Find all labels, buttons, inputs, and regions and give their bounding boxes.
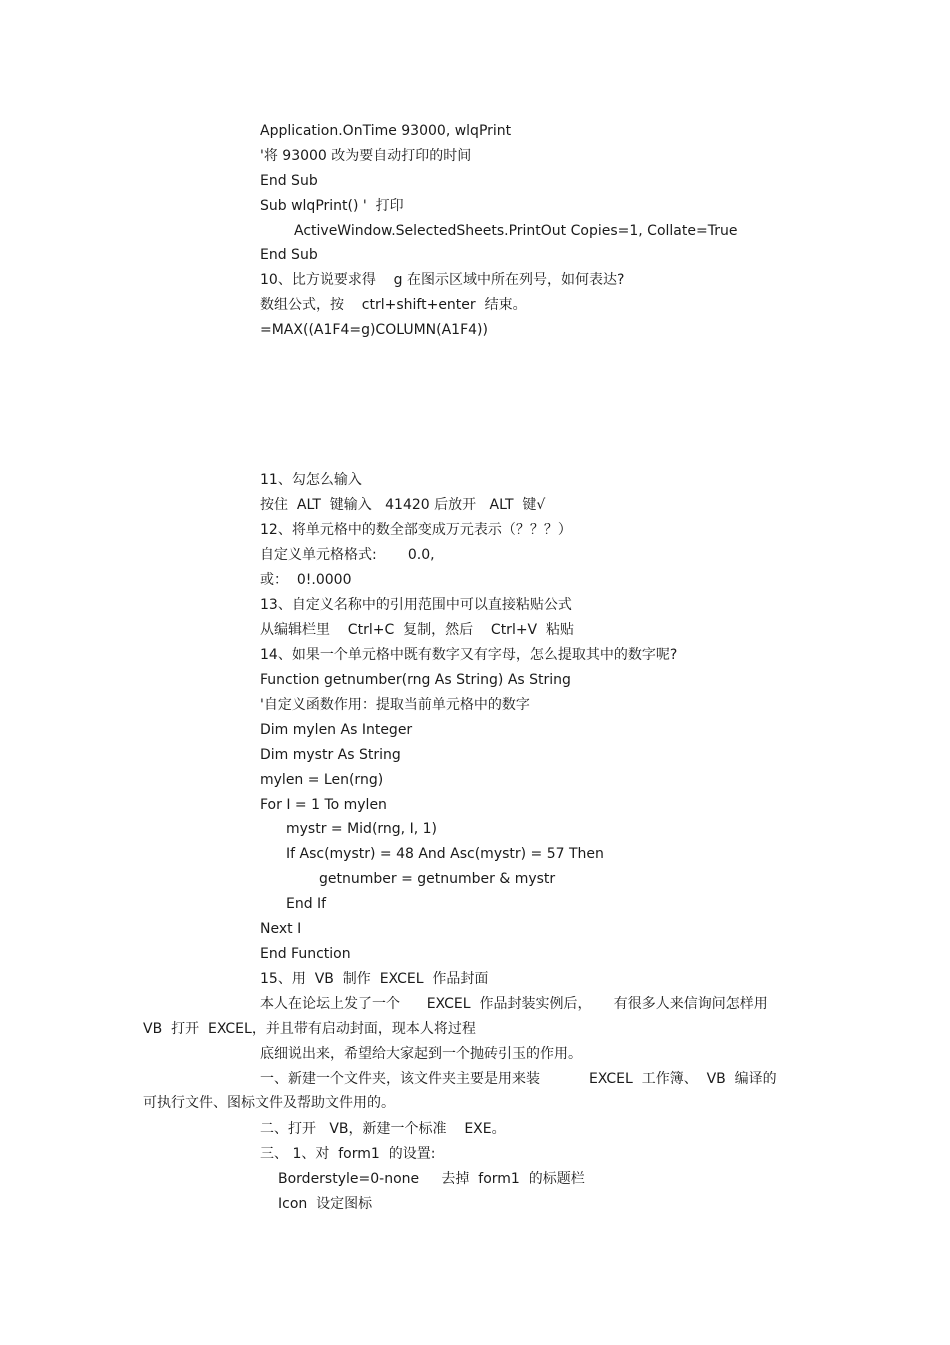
tip-10-array-formula: 数组公式，按 ctrl+shift+enter 结束。 [260,297,527,313]
tip-15-para-2: 底细说出来，希望给大家起到一个抛砖引玉的作用。 [260,1046,582,1062]
tip-15-para-1-cont: VB 打开 EXCEL，并且带有启动封面，现本人将过程 [143,1021,476,1037]
code-line-concat: getnumber = getnumber & mystr [319,871,556,887]
code-line-dim-mylen: Dim mylen As Integer [260,722,413,738]
code-line-for: For I = 1 To mylen [260,797,387,813]
code-line-mid: mystr = Mid(rng, I, 1) [286,821,437,837]
code-line-function: Function getnumber(rng As String) As String [260,672,571,688]
tip-13-body: 从编辑栏里 Ctrl+C 复制，然后 Ctrl+V 粘贴 [260,622,575,638]
code-line-printout: ActiveWindow.SelectedSheets.PrintOut Copies=1, Collate=True [294,223,738,239]
tip-13-heading: 13、自定义名称中的引用范围中可以直接粘贴公式 [260,597,572,613]
tip-10-heading: 10、比方说要求得 g 在图示区域中所在列号，如何表达? [260,272,625,288]
code-line-next: Next I [260,921,302,937]
tip-10-formula: =MAX((A1F4=g)COLUMN(A1F4)) [260,322,488,338]
code-line-if: If Asc(mystr) = 48 And Asc(mystr) = 57 Then [286,846,604,862]
tip-15-heading: 15、用 VB 制作 EXCEL 作品封面 [260,971,489,987]
step-2: 二、打开 VB，新建一个标准 EXE。 [260,1121,506,1137]
tip-12-format: 自定义单元格格式: 0.0, [260,547,435,563]
tip-11-body: 按住 ALT 键输入 41420 后放开 ALT 键√ [260,497,546,513]
code-comment-print-time: '将 93000 改为要自动打印的时间 [260,148,472,164]
code-line-end-function: End Function [260,946,351,962]
tip-14-heading: 14、如果一个单元格中既有数字又有字母，怎么提取其中的数字呢? [260,647,678,663]
code-line-end-sub: End Sub [260,247,318,263]
code-line-end-sub: End Sub [260,173,318,189]
step-3-icon: Icon 设定图标 [278,1196,373,1212]
tip-15-para-1: 本人在论坛上发了一个 EXCEL 作品封装实例后， 有很多人来信询问怎样用 [260,996,768,1012]
tip-12-heading: 12、将单元格中的数全部变成万元表示（？？？） [260,522,572,538]
tip-12-format-alt: 或： 0!.0000 [260,572,352,588]
code-line-dim-mystr: Dim mystr As String [260,747,401,763]
step-3-borderstyle: Borderstyle=0-none 去掉 form1 的标题栏 [278,1171,585,1187]
code-line-end-if: End If [286,896,327,912]
step-1: 一、新建一个文件夹，该文件夹主要是用来装 EXCEL 工作簿、 VB 编译的 [260,1071,777,1087]
code-line-ontime: Application.OnTime 93000, wlqPrint [260,123,512,139]
step-3: 三、 1、对 form1 的设置: [260,1146,436,1162]
step-1-cont: 可执行文件、图标文件及帮助文件用的。 [143,1095,395,1111]
code-comment-function: '自定义函数作用：提取当前单元格中的数字 [260,697,530,713]
code-line-mylen: mylen = Len(rng) [260,772,384,788]
tip-11-heading: 11、勾怎么输入 [260,472,362,488]
code-line-sub-wlqprint: Sub wlqPrint() ' 打印 [260,198,404,214]
